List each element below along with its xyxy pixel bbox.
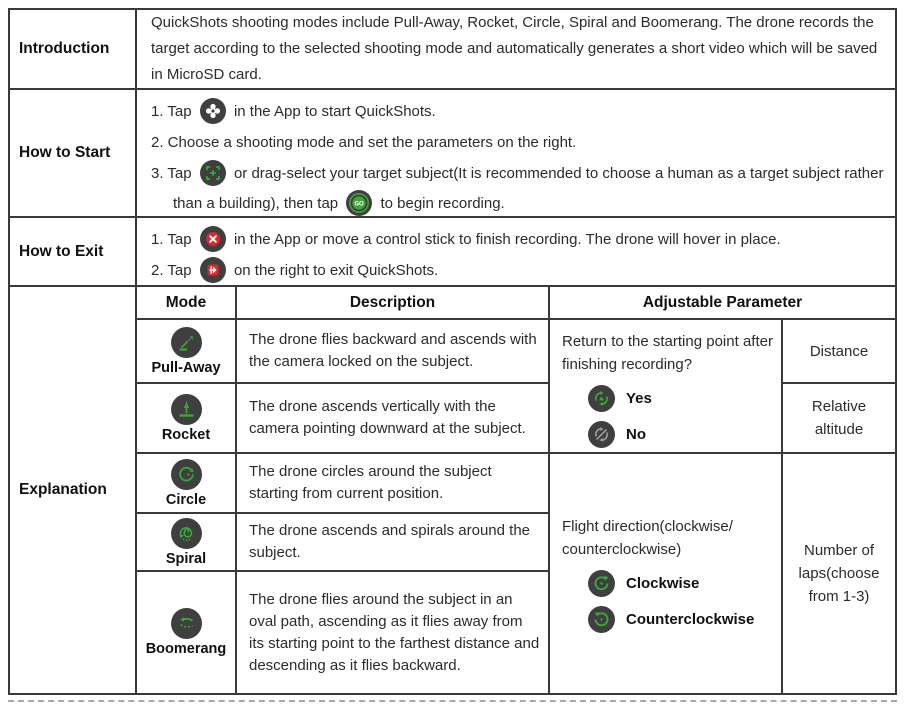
explanation-label: Explanation bbox=[10, 287, 137, 693]
description-circle: The drone circles around the subject starting from current position. bbox=[237, 454, 550, 514]
explanation-cell bbox=[137, 287, 895, 693]
quickshots-table bbox=[8, 8, 897, 695]
param-number-of-laps: Number of laps(choose from 1-3) bbox=[798, 542, 880, 605]
exit-quickshots-icon bbox=[200, 257, 226, 283]
description-spiral: The drone ascends and spirals around the subject. bbox=[237, 514, 550, 572]
mode-spiral: Spiral bbox=[137, 514, 237, 572]
header-mode: Mode bbox=[137, 287, 237, 320]
description-rocket: The drone ascends vertically with the camera pointing downward at the subject. bbox=[237, 384, 550, 454]
rocket-icon bbox=[171, 394, 202, 425]
quickshots-icon bbox=[200, 98, 226, 124]
param-return-question-cell bbox=[550, 320, 783, 454]
start-step-2: 2. Choose a shooting mode and set the parameters on the right. bbox=[151, 134, 577, 151]
explanation-table bbox=[137, 287, 895, 693]
param-relative-altitude: Relative altitude bbox=[783, 384, 895, 454]
param-flight-direction-cell bbox=[550, 454, 783, 693]
start-step-1: 1. Tap in the App to start QuickShots. bbox=[151, 97, 885, 127]
mode-pull-away: Pull-Away bbox=[137, 320, 237, 384]
how-to-start-cell bbox=[137, 90, 895, 218]
flight-direction-text: Flight direction(clockwise/ counterclockwise) bbox=[562, 517, 733, 558]
mode-boomerang: Boomerang bbox=[137, 572, 237, 693]
mode-circle: Circle bbox=[137, 454, 237, 514]
how-to-exit-cell bbox=[137, 218, 895, 287]
return-no-icon bbox=[588, 421, 615, 448]
no-option: No bbox=[588, 421, 773, 448]
description-boomerang: The drone flies around the subject in an oval path, ascending as it flies away from its starting point to the farthest distance and descending as it flies backward. bbox=[237, 572, 550, 693]
counterclockwise-option: Counterclockwise bbox=[588, 606, 773, 633]
exit-step-1: 1. Tap in the App or move a control stick to finish recording. The drone will hover in place. bbox=[151, 225, 885, 255]
bottom-dashed-divider bbox=[8, 700, 897, 702]
boomerang-icon bbox=[171, 608, 202, 639]
introduction-label: Introduction bbox=[10, 10, 137, 90]
param-distance: Distance bbox=[783, 320, 895, 384]
description-pull-away: The drone flies backward and ascends with the camera locked on the subject. bbox=[237, 320, 550, 384]
header-adjustable-parameter: Adjustable Parameter bbox=[550, 287, 895, 320]
clockwise-icon bbox=[588, 570, 615, 597]
header-description: Description bbox=[237, 287, 550, 320]
go-icon bbox=[346, 190, 372, 216]
introduction-text: QuickShots shooting modes include Pull-Away, Rocket, Circle, Spiral and Boomerang. The drone records the target according to the selected shooting mode and automatically generates a short video which will be saved in MicroSD card. bbox=[151, 14, 878, 83]
spiral-icon bbox=[171, 518, 202, 549]
target-select-icon bbox=[200, 160, 226, 186]
pull-away-icon bbox=[171, 327, 202, 358]
yes-option: Yes bbox=[588, 385, 773, 412]
how-to-start-label: How to Start bbox=[10, 90, 137, 218]
exit-step-2: 2. Tap on the right to exit QuickShots. bbox=[151, 256, 885, 286]
counterclockwise-icon bbox=[588, 606, 615, 633]
svg-text:GO: GO bbox=[354, 201, 364, 208]
start-step-3: 3. Tap or drag-select your target subject(It is recommended to choose a human as a target subject rather than a building), then tap GO to begin recording. bbox=[151, 159, 885, 219]
return-yes-icon bbox=[588, 385, 615, 412]
finish-recording-icon bbox=[200, 226, 226, 252]
circle-icon bbox=[171, 459, 202, 490]
how-to-exit-label: How to Exit bbox=[10, 218, 137, 287]
return-question: Return to the starting point after finishing recording? bbox=[562, 333, 773, 373]
mode-rocket: Rocket bbox=[137, 384, 237, 454]
introduction-text-cell bbox=[137, 10, 895, 90]
clockwise-option: Clockwise bbox=[588, 570, 773, 597]
